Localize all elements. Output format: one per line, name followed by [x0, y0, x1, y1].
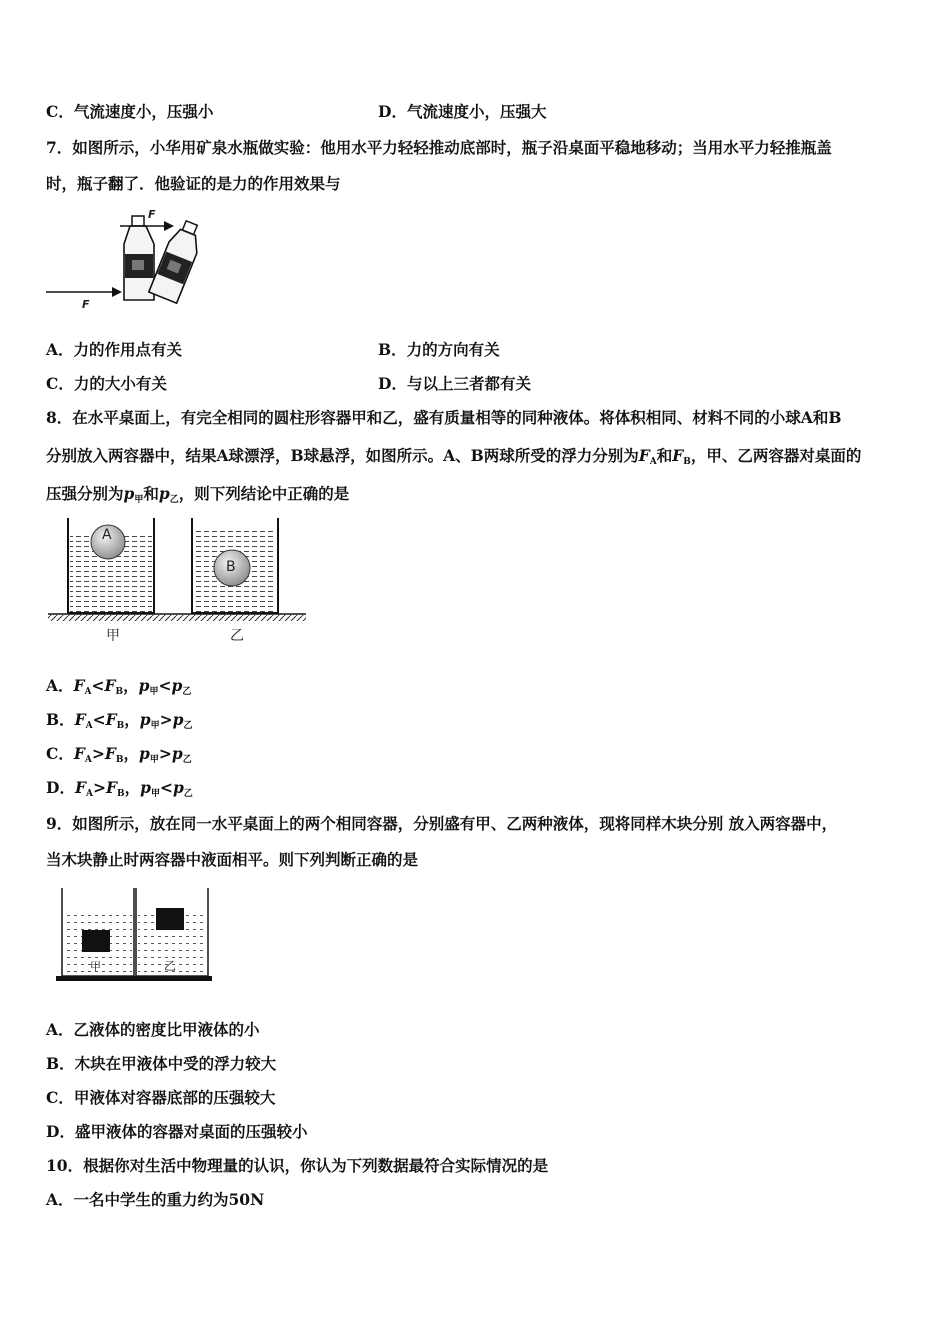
q10-stem-line1: 10．根据你对生活中物理量的认识，你认为下列数据最符合实际情况的是	[46, 1156, 549, 1175]
wood-block-jia	[82, 930, 110, 952]
label-jia: 甲	[106, 628, 120, 644]
q8-stem-line3-tail: ，则下列结论中正确的是	[178, 484, 350, 503]
q7-option-d: D．与以上三者都有关	[378, 374, 531, 393]
container-yi	[136, 888, 208, 976]
container-yi	[192, 518, 278, 613]
q8-containers-figure	[44, 514, 310, 646]
container-jia	[68, 518, 154, 613]
q9-option-c: C．甲液体对容器底部的压强较大	[46, 1088, 276, 1107]
bottom-force-arrow	[46, 287, 122, 310]
svg-text:F: F	[148, 208, 156, 221]
container-jia	[62, 888, 134, 976]
q9-option-b: B．木块在甲液体中受的浮力较大	[46, 1054, 277, 1073]
svg-text:B: B	[226, 559, 236, 575]
q8-fa-sub: A	[649, 457, 657, 467]
q8-stem-line2	[46, 446, 861, 472]
q8-and1: 和	[656, 446, 673, 465]
q8-stem-line2-tail: ，甲、乙两容器对桌面的	[690, 446, 862, 465]
upright-bottle	[124, 216, 154, 300]
q9-containers-figure	[52, 884, 216, 988]
q8-option-a: A．$F_A<F_B$，$p_甲<p_乙$	[46, 676, 192, 697]
q8-stem-line2-text: 分别放入两容器中，结果A球漂浮，B球悬浮，如图所示。A、B两球所受的浮力分别为	[46, 446, 639, 465]
q9-stem-line2: 当木块静止时两容器中液面相平。则下列判断正确的是	[46, 850, 419, 869]
q8-option-c: C．$F_A>F_B$，$p_甲>p_乙$	[46, 744, 192, 765]
svg-text:甲: 甲	[90, 960, 101, 973]
q8-stem-line3-a: 压强分别为	[46, 484, 124, 503]
q10-option-a: A．一名中学生的重力约为50N	[46, 1190, 265, 1209]
q7-bottle-figure	[44, 206, 204, 310]
q8-fb-symbol: F	[672, 446, 684, 465]
q8-stem-line3	[46, 484, 349, 510]
q9-option-a: A．乙液体的密度比甲液体的小	[46, 1020, 260, 1039]
q8-and2: 和	[143, 484, 159, 503]
q8-stem-line1: 8．在水平桌面上，有完全相同的圆柱形容器甲和乙，盛有质量相等的同种液体。将体积相同、材料不同的小球A和B	[46, 408, 842, 427]
q9-stem-line1: 9．如图所示，放在同一水平桌面上的两个相同容器，分别盛有甲、乙两种液体，现将同样木块分别 放入两容器中，	[46, 814, 838, 833]
q8-p2-symbol: p	[158, 484, 170, 503]
q8-p1-sub: 甲	[134, 495, 144, 505]
wood-block-yi	[156, 908, 184, 930]
q7-stem-line2: 时，瓶子翻了．他验证的是力的作用效果与	[46, 174, 341, 193]
q7-option-a: A．力的作用点有关	[46, 340, 183, 359]
q9-option-d: D．盛甲液体的容器对桌面的压强较小	[46, 1122, 308, 1141]
q8-fa-symbol: F	[638, 446, 650, 465]
svg-text:乙: 乙	[164, 959, 177, 973]
q7-option-c: C．力的大小有关	[46, 374, 167, 393]
q8-fb-sub: B	[683, 457, 691, 467]
q7-option-b: B．力的方向有关	[378, 340, 500, 359]
tilted-bottle	[149, 218, 204, 303]
q6-option-d: D．气流速度小，压强大	[378, 102, 547, 121]
q6-option-c: C．气流速度小，压强小	[46, 102, 214, 121]
q8-option-b: B．$F_A<F_B$，$p_甲>p_乙$	[46, 710, 193, 731]
q7-stem-line1: 7．如图所示，小华用矿泉水瓶做实验：他用水平力轻轻推动底部时，瓶子沿桌面平稳地移动；当用水平力轻推瓶盖	[46, 138, 832, 157]
svg-text:F: F	[82, 298, 90, 310]
q8-p1-symbol: p	[123, 484, 135, 503]
q8-p2-sub: 乙	[169, 495, 179, 505]
svg-text:A: A	[102, 527, 112, 543]
label-yi: 乙	[230, 628, 244, 644]
table-surface	[56, 976, 212, 981]
q8-option-d: D．$F_A>F_B$，$p_甲<p_乙$	[46, 778, 193, 799]
